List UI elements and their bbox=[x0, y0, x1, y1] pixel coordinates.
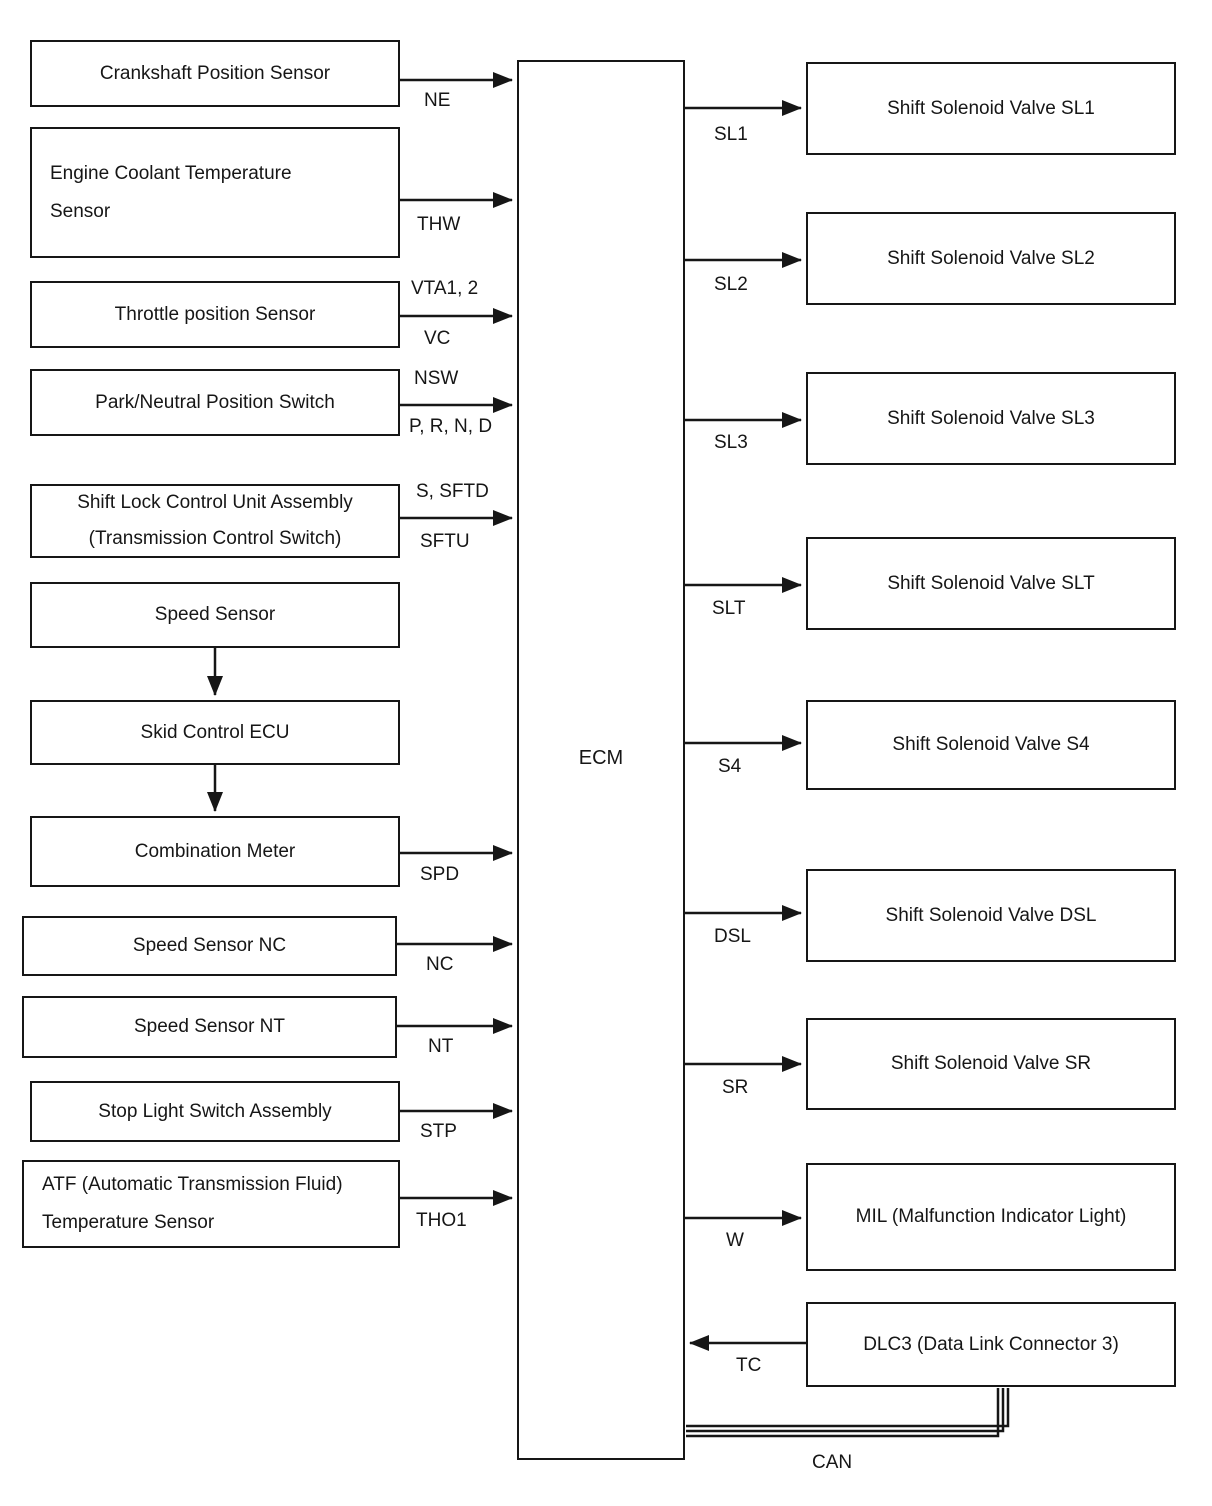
output-box-shift-solenoid-valve-sl1 bbox=[806, 62, 1176, 155]
box-label: Shift Solenoid Valve SR bbox=[890, 1053, 1092, 1074]
input-box-crankshaft-position-sensor bbox=[30, 40, 400, 107]
ecm-label: ECM bbox=[578, 747, 624, 769]
signal-label-can: CAN bbox=[812, 1452, 853, 1473]
input-box-atf-temperature-sensor bbox=[22, 1160, 400, 1248]
input-box-speed-sensor-nc bbox=[22, 916, 397, 976]
box-label: Shift Solenoid Valve S4 bbox=[892, 734, 1090, 755]
box-label: Shift Solenoid Valve SLT bbox=[887, 572, 1095, 594]
input-box-throttle-position-sensor bbox=[30, 281, 400, 348]
ecm-box bbox=[517, 60, 685, 1460]
box-label: Stop Light Switch Assembly bbox=[98, 1100, 332, 1122]
box-label: Shift Solenoid Valve DSL bbox=[885, 904, 1097, 926]
signal-label-nt: NT bbox=[428, 1036, 454, 1057]
output-box-shift-solenoid-valve-s4 bbox=[806, 700, 1176, 790]
output-box-mil bbox=[806, 1163, 1176, 1271]
wire-can-2 bbox=[686, 1388, 1003, 1431]
input-box-engine-coolant-temperature-sensor bbox=[30, 127, 400, 258]
wire-can-1 bbox=[686, 1388, 1008, 1426]
signal-label-sl2: SL2 bbox=[714, 274, 748, 295]
input-box-speed-sensor bbox=[30, 582, 400, 648]
box-label: Park/Neutral Position Switch bbox=[95, 391, 335, 413]
box-label: Speed Sensor NT bbox=[133, 1016, 286, 1037]
input-box-skid-control-ecu bbox=[30, 700, 400, 765]
signal-label-dsl: DSL bbox=[714, 926, 751, 947]
wire-can-3 bbox=[686, 1388, 998, 1436]
box-label: Speed Sensor NC bbox=[132, 935, 287, 956]
signal-label-vc: VC bbox=[424, 328, 451, 349]
signal-label-sl1: SL1 bbox=[714, 124, 748, 145]
box-label: Throttle position Sensor bbox=[114, 303, 316, 325]
box-label: Shift Solenoid Valve SL2 bbox=[887, 247, 1095, 269]
output-box-shift-solenoid-valve-sr bbox=[806, 1018, 1176, 1110]
signal-label-nsw: NSW bbox=[414, 368, 459, 389]
signal-label-tho1: THO1 bbox=[416, 1210, 467, 1231]
signal-label-vta: VTA1, 2 bbox=[411, 278, 479, 299]
signal-label-nc: NC bbox=[426, 954, 454, 975]
signal-label-sl3: SL3 bbox=[714, 432, 748, 453]
box-label: DLC3 (Data Link Connector 3) bbox=[863, 1333, 1119, 1355]
signal-label-slt: SLT bbox=[712, 598, 746, 619]
signal-label-stp: STP bbox=[420, 1121, 457, 1142]
signal-label-s-sftd: S, SFTD bbox=[416, 481, 489, 502]
box-label: Combination Meter bbox=[134, 840, 296, 862]
input-box-stop-light-switch-assembly bbox=[30, 1081, 400, 1142]
box-label: Speed Sensor bbox=[154, 604, 276, 625]
output-box-shift-solenoid-valve-sl2 bbox=[806, 212, 1176, 305]
signal-label-spd: SPD bbox=[420, 864, 460, 885]
output-box-shift-solenoid-valve-slt bbox=[806, 537, 1176, 630]
input-box-park-neutral-position-switch bbox=[30, 369, 400, 436]
signal-label-ne: NE bbox=[424, 90, 451, 111]
box-label: Skid Control ECU bbox=[140, 721, 290, 743]
box-label: Engine Coolant Temperature Sensor bbox=[50, 162, 292, 222]
signal-label-s4: S4 bbox=[718, 756, 742, 777]
input-box-shift-lock-control-unit-assembly bbox=[30, 484, 400, 558]
output-box-shift-solenoid-valve-sl3 bbox=[806, 372, 1176, 465]
box-label: ATF (Automatic Transmission Fluid) Temperature Sensor bbox=[42, 1174, 343, 1233]
signal-label-tc: TC bbox=[736, 1355, 762, 1376]
box-label: Shift Solenoid Valve SL3 bbox=[887, 407, 1095, 429]
signal-label-sr: SR bbox=[722, 1077, 749, 1098]
signal-label-thw: THW bbox=[417, 214, 461, 235]
box-label: MIL (Malfunction Indicator Light) bbox=[855, 1206, 1127, 1227]
box-label: Crankshaft Position Sensor bbox=[99, 62, 331, 84]
input-box-speed-sensor-nt bbox=[22, 996, 397, 1058]
box-label: Shift Solenoid Valve SL1 bbox=[887, 97, 1095, 119]
signal-label-w: W bbox=[726, 1230, 744, 1251]
input-box-combination-meter bbox=[30, 816, 400, 887]
box-label: Shift Lock Control Unit Assembly (Transmission Control Switch) bbox=[77, 491, 353, 549]
output-box-dlc3 bbox=[806, 1302, 1176, 1387]
output-box-shift-solenoid-valve-dsl bbox=[806, 869, 1176, 962]
signal-label-sftu: SFTU bbox=[420, 531, 470, 552]
signal-label-prnd: P, R, N, D bbox=[409, 416, 493, 437]
